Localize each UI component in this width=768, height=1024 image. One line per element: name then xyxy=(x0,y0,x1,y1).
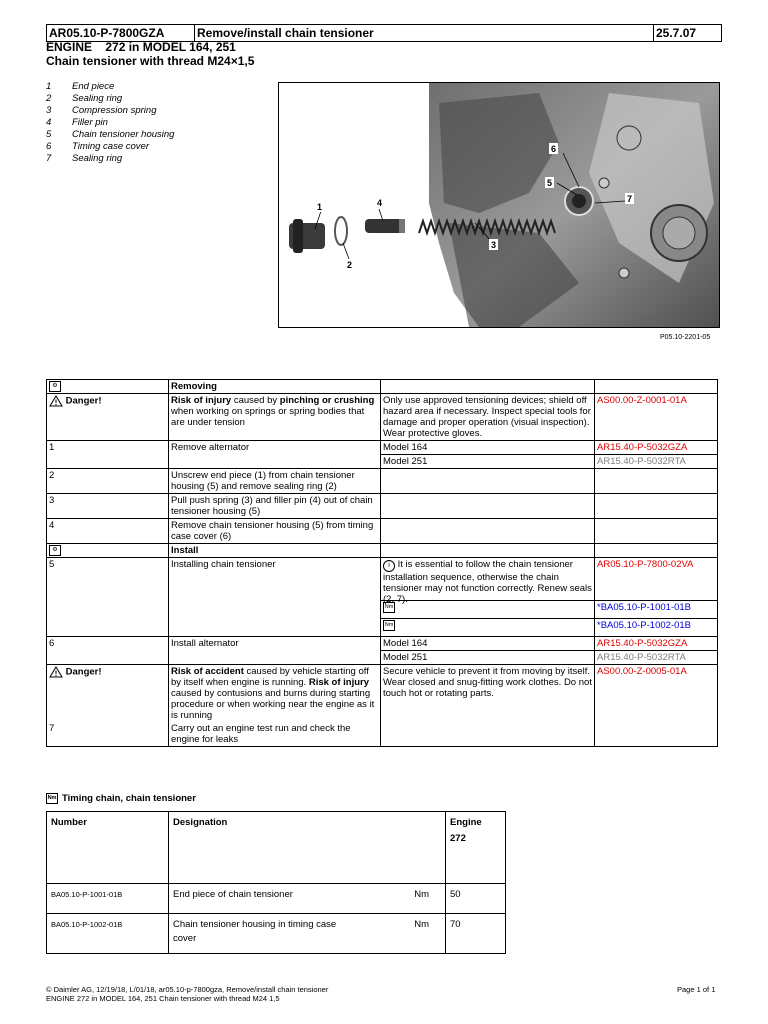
torque-value: 50 xyxy=(446,884,506,914)
table-row xyxy=(47,394,718,441)
safety-ref-link[interactable]: AS00.00-Z-0001-01A xyxy=(595,394,718,441)
legend-item xyxy=(46,81,174,93)
hazard-text: Risk of injury caused by pinching or crushing when working on springs or spring bodies that are under tension xyxy=(169,394,381,441)
legend-item xyxy=(46,117,174,129)
col-header-designation: Designation xyxy=(169,812,446,884)
legend-num: 6 xyxy=(46,141,52,152)
torque-table xyxy=(46,811,506,954)
table-row xyxy=(47,519,718,544)
torque-unit: Nm xyxy=(414,919,429,930)
table-row xyxy=(47,558,718,637)
step-text: Remove chain tensioner housing (5) from timing case cover (6) xyxy=(169,519,381,544)
step-number: 5 xyxy=(47,558,169,637)
legend-item xyxy=(46,105,174,117)
doc-id: AR05.10-P-7800GZA xyxy=(47,25,195,41)
callout-3: 3 xyxy=(491,240,497,250)
torque-ref-link-2[interactable]: *BA05.10-P-1002-01B xyxy=(597,620,692,632)
section-icon-cell xyxy=(47,380,169,394)
callout-1: 1 xyxy=(317,202,323,212)
subtitle-line-2: Chain tensioner with thread M24×1,5 xyxy=(46,54,255,68)
danger-label: Danger! xyxy=(65,666,102,678)
safety-note: Only use approved tensioning devices; shield off hazard area if necessary. Inspect special tools for damage and proper operation (visual inspection). Wear protective gloves. xyxy=(381,394,595,441)
ref-link-251[interactable]: AR15.40-P-5032RTA xyxy=(597,456,686,468)
legend-item xyxy=(46,129,174,141)
legend-label: Sealing ring xyxy=(72,153,123,164)
step-number: 3 xyxy=(47,494,169,519)
legend-num: 1 xyxy=(46,81,52,92)
footer-line-1: © Daimler AG, 12/19/18, L/01/18, ar05.10-p-7800gza, Remove/install chain tensioner xyxy=(46,985,329,994)
torque-designation: Chain tensioner housing in timing case cover xyxy=(173,919,337,944)
table-row xyxy=(47,544,718,558)
hazard-text: Risk of accident caused by vehicle starting off by itself when engine is running. Risk of injury caused by contusions and burns during starting procedure or when working near the engine as it is running xyxy=(169,665,381,723)
doc-date: 25.7.07 xyxy=(656,26,697,40)
torque-nm-icon: Nm xyxy=(46,793,58,804)
model-164: Model 164 xyxy=(381,441,594,455)
ref-link-164[interactable]: AR15.40-P-5032GZA xyxy=(595,441,717,455)
legend-item xyxy=(46,153,174,165)
page-footer xyxy=(46,985,328,1003)
torque-designation: End piece of chain tensioner xyxy=(173,889,293,900)
procedure-table xyxy=(46,379,718,747)
model-251: Model 251 xyxy=(383,652,428,664)
legend-item xyxy=(46,141,174,153)
safety-note: Secure vehicle to prevent it from moving by itself. Wear closed and snug-fitting work clothes. Do not touch hot or rotating parts. xyxy=(381,665,595,723)
col-header-engine-num: 272 xyxy=(450,833,466,844)
torque-section-title xyxy=(46,793,196,804)
figure-caption: P05.10-2201-05 xyxy=(660,334,711,341)
table-row xyxy=(47,914,506,954)
table-header-row xyxy=(47,812,506,884)
table-row xyxy=(47,380,718,394)
table-row xyxy=(47,665,718,723)
legend-num: 7 xyxy=(46,153,52,164)
legend-label: Compression spring xyxy=(72,105,157,116)
doc-title: Remove/install chain tensioner xyxy=(195,25,654,41)
legend-num: 3 xyxy=(46,105,52,116)
legend-label: Filler pin xyxy=(72,117,108,128)
table-row xyxy=(47,884,506,914)
torque-nm-icon: Nm xyxy=(383,620,395,631)
section-heading: Install xyxy=(169,544,381,558)
ref-link-164[interactable]: AR15.40-P-5032GZA xyxy=(595,637,717,651)
parts-legend xyxy=(46,81,174,165)
step-number: 7 xyxy=(47,722,169,747)
tool-icon: ⚙ xyxy=(49,381,61,392)
subtitle-line-1: ENGINE 272 in MODEL 164, 251 xyxy=(46,40,236,54)
callout-5: 5 xyxy=(547,178,553,188)
model-251: Model 251 xyxy=(383,456,428,468)
section-heading: Removing xyxy=(169,380,381,394)
install-ref-link[interactable]: AR05.10-P-7800-02VA xyxy=(595,558,717,601)
step-number: 1 xyxy=(47,441,169,469)
col-header-number: Number xyxy=(47,812,169,884)
legend-label: Timing case cover xyxy=(72,141,149,152)
table-row xyxy=(47,441,718,469)
model-164: Model 164 xyxy=(381,637,594,651)
torque-number: BA05.10-P-1001-01B xyxy=(47,884,169,914)
torque-nm-icon: Nm xyxy=(383,602,395,613)
legend-label: Sealing ring xyxy=(72,93,123,104)
legend-label: End piece xyxy=(72,81,115,92)
engine-illustration xyxy=(279,83,719,327)
tool-icon: ⚙ xyxy=(49,545,61,556)
step-text: Remove alternator xyxy=(169,441,381,469)
step-text: Installing chain tensioner xyxy=(169,558,381,637)
legend-item xyxy=(46,93,174,105)
step-number: 4 xyxy=(47,519,169,544)
torque-unit: Nm xyxy=(414,889,429,900)
table-row xyxy=(47,469,718,494)
torque-title-text: Timing chain, chain tensioner xyxy=(62,793,196,804)
step-number: 2 xyxy=(47,469,169,494)
warning-triangle-icon xyxy=(49,395,63,407)
footer-line-2: ENGINE 272 in MODEL 164, 251 Chain tensioner with thread M24 1,5 xyxy=(46,994,280,1003)
table-row xyxy=(47,722,718,747)
safety-ref-link[interactable]: AS00.00-Z-0005-01A xyxy=(595,665,718,723)
legend-num: 4 xyxy=(46,117,52,128)
torque-value: 70 xyxy=(446,914,506,954)
callout-6: 6 xyxy=(551,144,557,154)
ref-link-251[interactable]: AR15.40-P-5032RTA xyxy=(597,652,686,664)
legend-num: 2 xyxy=(46,93,52,104)
page-subtitle xyxy=(46,40,254,68)
legend-num: 5 xyxy=(46,129,52,140)
callout-7: 7 xyxy=(627,194,633,204)
callout-4: 4 xyxy=(377,198,383,208)
legend-label: Chain tensioner housing xyxy=(72,129,175,140)
torque-ref-link-1[interactable]: *BA05.10-P-1001-01B xyxy=(595,601,717,619)
step-text: Unscrew end piece (1) from chain tensioner housing (5) and remove sealing ring (2) xyxy=(169,469,381,494)
step-text: Carry out an engine test run and check the engine for leaks xyxy=(169,722,381,747)
col-header-engine: Engine xyxy=(450,817,482,828)
table-row xyxy=(47,494,718,519)
exploded-view-figure xyxy=(278,82,720,328)
info-note-icon: i xyxy=(383,560,395,572)
step-text: Pull push spring (3) and filler pin (4) out of chain tensioner housing (5) xyxy=(169,494,381,519)
torque-number: BA05.10-P-1002-01B xyxy=(47,914,169,954)
install-note: i It is essential to follow the chain tensioner installation sequence, otherwise the chain tensioner may not function correctly. Renew seals (2, 7). xyxy=(381,558,594,601)
page-number: Page 1 of 1 xyxy=(677,985,716,994)
danger-label: Danger! xyxy=(65,395,102,407)
step-text: Install alternator xyxy=(169,637,381,665)
warning-triangle-icon xyxy=(49,666,63,678)
callout-2: 2 xyxy=(347,260,353,270)
step-number: 6 xyxy=(47,637,169,665)
table-row xyxy=(47,637,718,665)
